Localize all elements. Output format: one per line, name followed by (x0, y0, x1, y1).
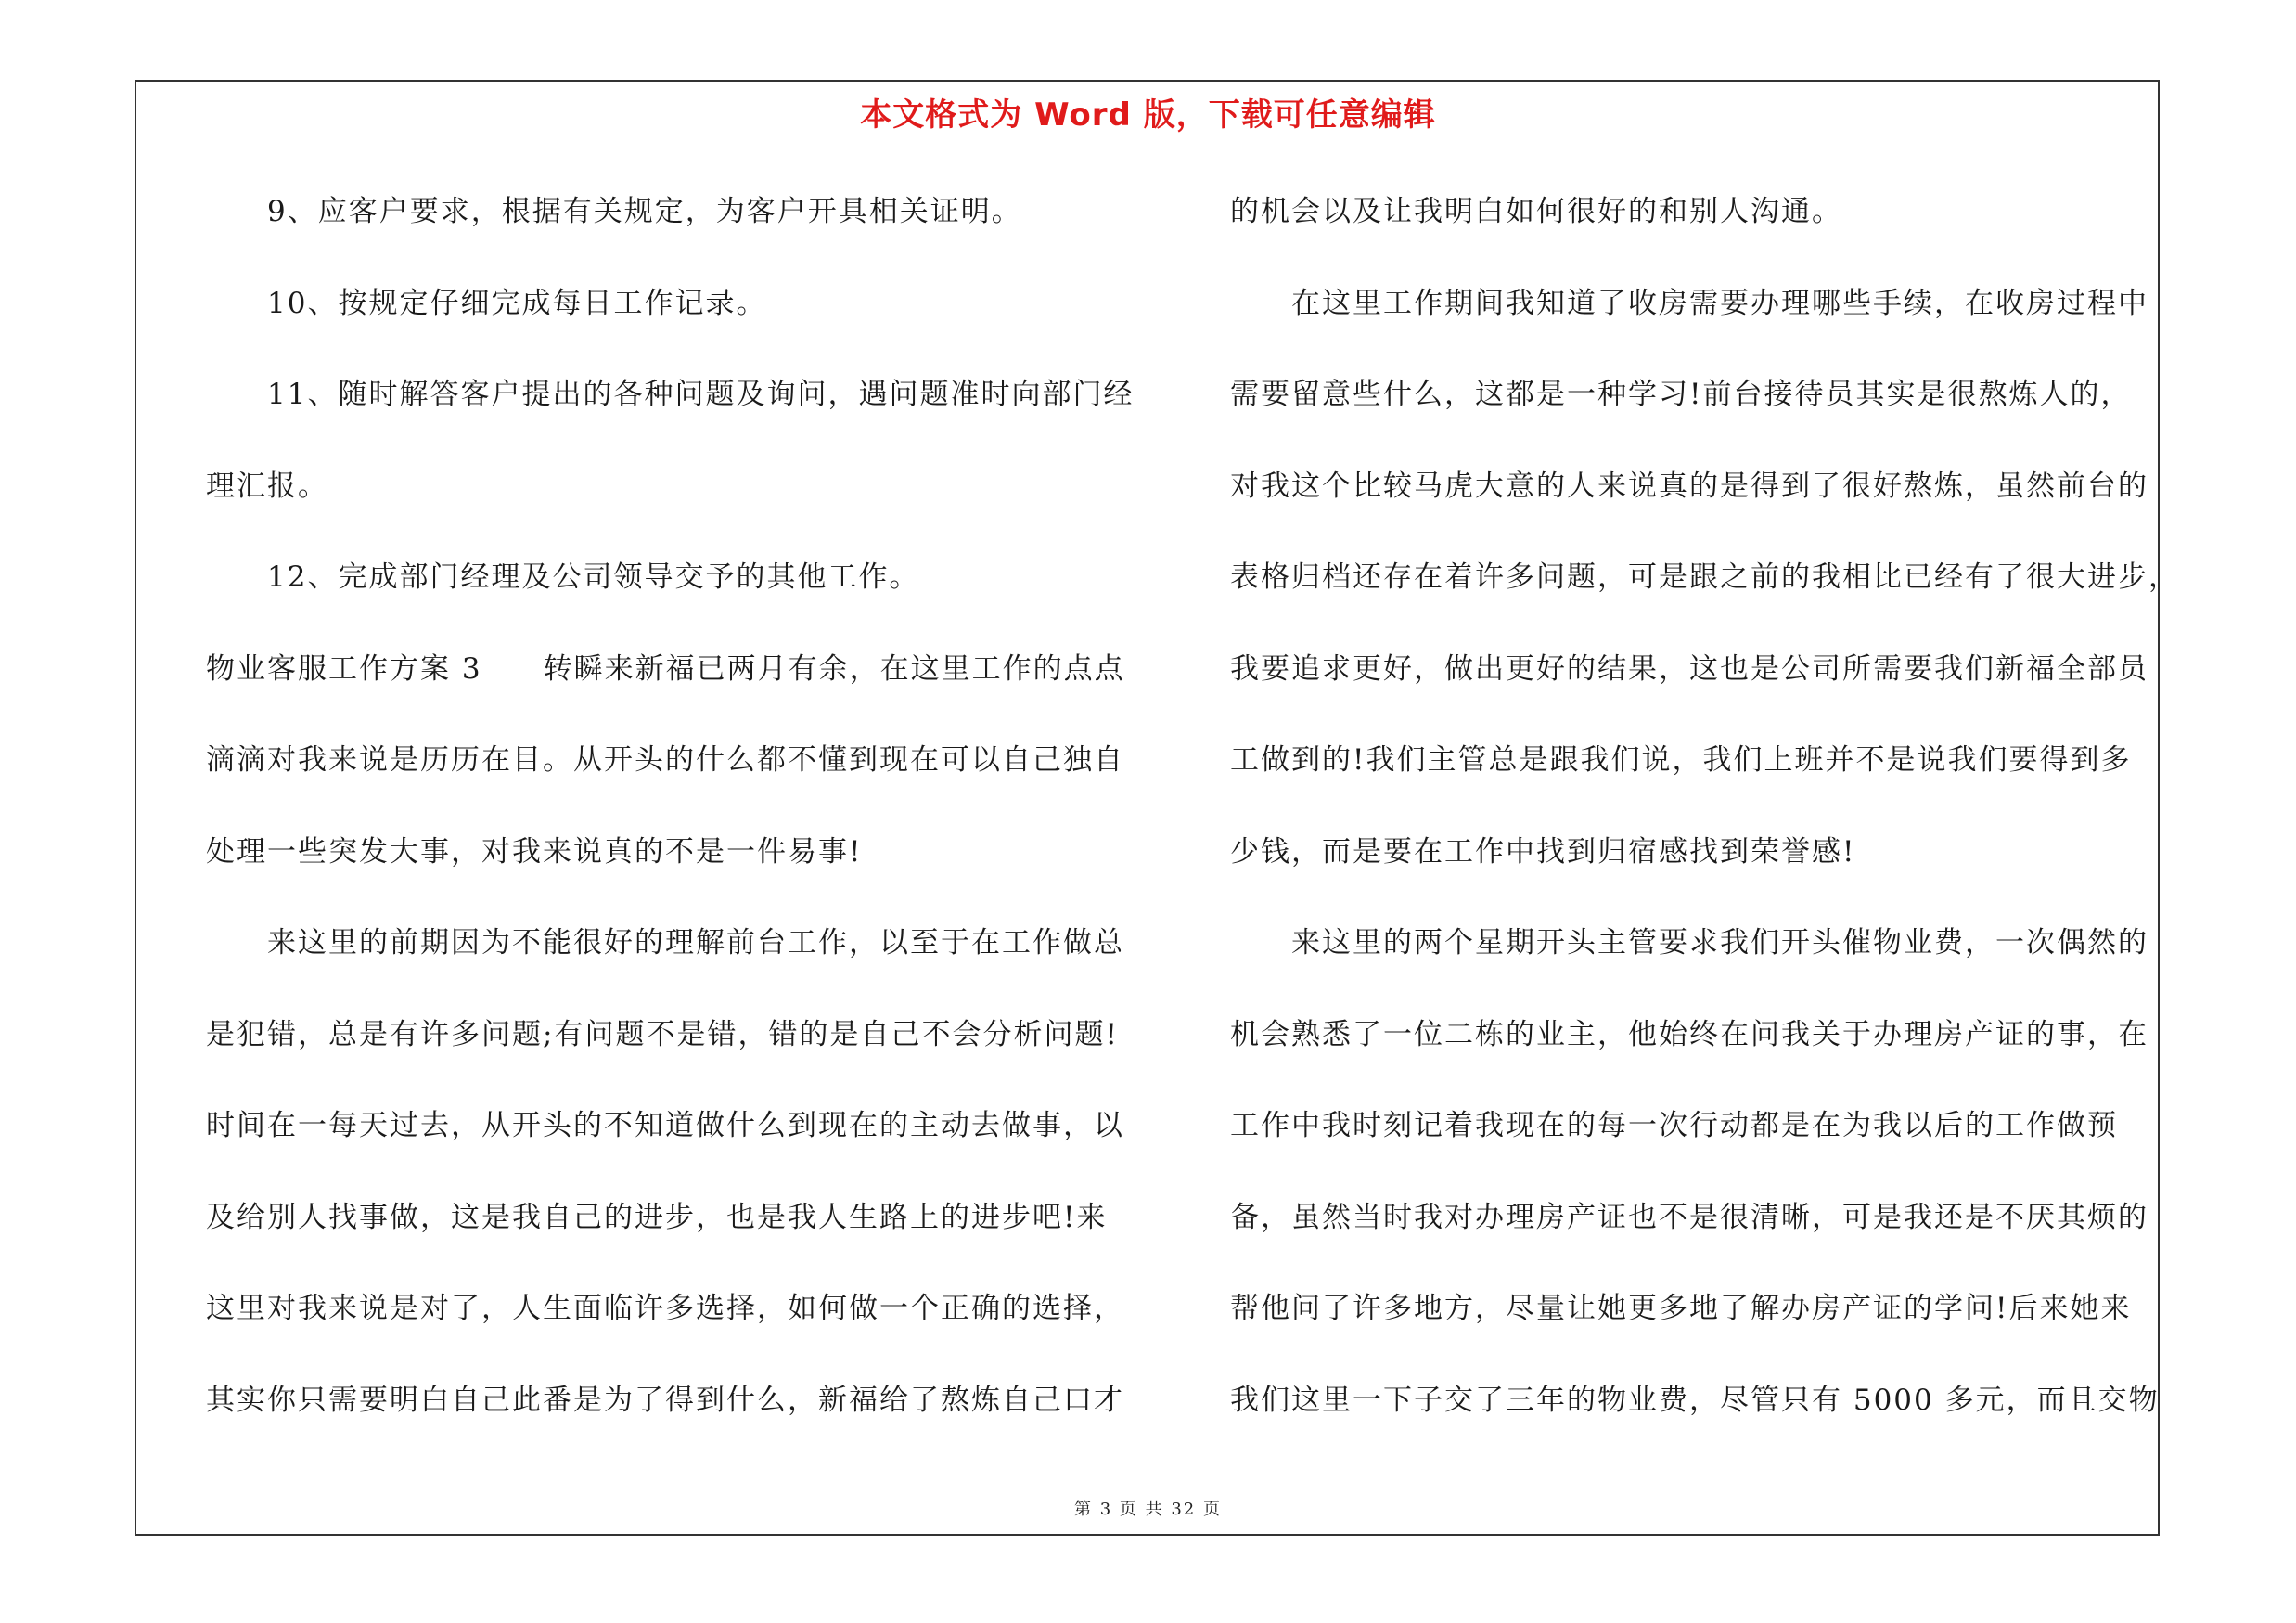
text-line: 9、应客户要求，根据有关规定，为客户开具相关证明。 (267, 195, 1022, 228)
text-line: 备，虽然当时我对办理房产证也不是很清晰，可是我还是不厌其烦的 (1230, 1200, 2148, 1234)
text-line: 需要留意些什么，这都是一种学习!前台接待员其实是很熬炼人的， (1230, 378, 2132, 411)
text-line: 理汇报。 (206, 469, 328, 503)
text-line: 我要追求更好，做出更好的结果，这也是公司所需要我们新福全部员 (1230, 651, 2148, 686)
page-number-footer: 第 3 页 共 32 页 (1074, 1500, 1222, 1519)
text-line: 处理一些突发大事，对我来说真的不是一件易事! (206, 834, 863, 869)
text-line: 其实你只需要明白自己此番是为了得到什么，新福给了熬炼自己口才 (206, 1383, 1124, 1417)
text-line: 11、随时解答客户提出的各种问题及询问，遇问题准时向部门经 (267, 378, 1135, 411)
text-line: 的机会以及让我明白如何很好的和别人沟通。 (1230, 195, 1842, 228)
text-line: 帮他问了许多地方，尽量让她更多地了解办房产证的学问!后来她来 (1230, 1292, 2132, 1325)
text-line: 我们这里一下子交了三年的物业费，尽管只有 5000 多元，而且交物 (1230, 1383, 2160, 1417)
text-line: 表格归档还存在着许多问题，可是跟之前的我相比已经有了很大进步， (1230, 560, 2179, 594)
text-line: 时间在一每天过去，从开头的不知道做什么到现在的主动去做事，以 (206, 1109, 1124, 1142)
right-column (1230, 182, 2179, 1462)
format-notice-banner: 本文格式为 Word 版，下载可任意编辑 (860, 97, 1436, 134)
text-line: 机会熟悉了一位二栋的业主，他始终在问我关于办理房产证的事，在 (1230, 1017, 2148, 1051)
text-line: 12、完成部门经理及公司领导交予的其他工作。 (267, 560, 920, 594)
text-line: 来这里的前期因为不能很好的理解前台工作，以至于在工作做总 (267, 926, 1124, 960)
text-line: 在这里工作期间我知道了收房需要办理哪些手续，在收房过程中 (1291, 286, 2148, 320)
text-line: 10、按规定仔细完成每日工作记录。 (267, 286, 767, 320)
text-line: 是犯错，总是有许多问题;有问题不是错，错的是自己不会分析问题! (206, 1017, 1119, 1051)
text-line: 及给别人找事做，这是我自己的进步，也是我人生路上的进步吧!来 (206, 1200, 1108, 1234)
text-line: 对我这个比较马虎大意的人来说真的是得到了很好熬炼，虽然前台的 (1230, 469, 2148, 503)
text-line: 少钱，而是要在工作中找到归宿感找到荣誉感! (1230, 834, 1856, 869)
section-heading-line: 物业客服工作方案 3 转瞬来新福已两月有余，在这里工作的点点 (206, 651, 1125, 686)
text-line: 工做到的!我们主管总是跟我们说，我们上班并不是说我们要得到多 (1230, 743, 2132, 777)
left-column (206, 182, 1134, 1462)
text-line: 滴滴对我来说是历历在目。从开头的什么都不懂到现在可以自己独自 (206, 743, 1124, 777)
text-line: 工作中我时刻记着我现在的每一次行动都是在为我以后的工作做预 (1230, 1109, 2118, 1142)
text-line: 这里对我来说是对了，人生面临许多选择，如何做一个正确的选择， (206, 1292, 1124, 1325)
text-line: 来这里的两个星期开头主管要求我们开头催物业费，一次偶然的 (1291, 926, 2148, 960)
